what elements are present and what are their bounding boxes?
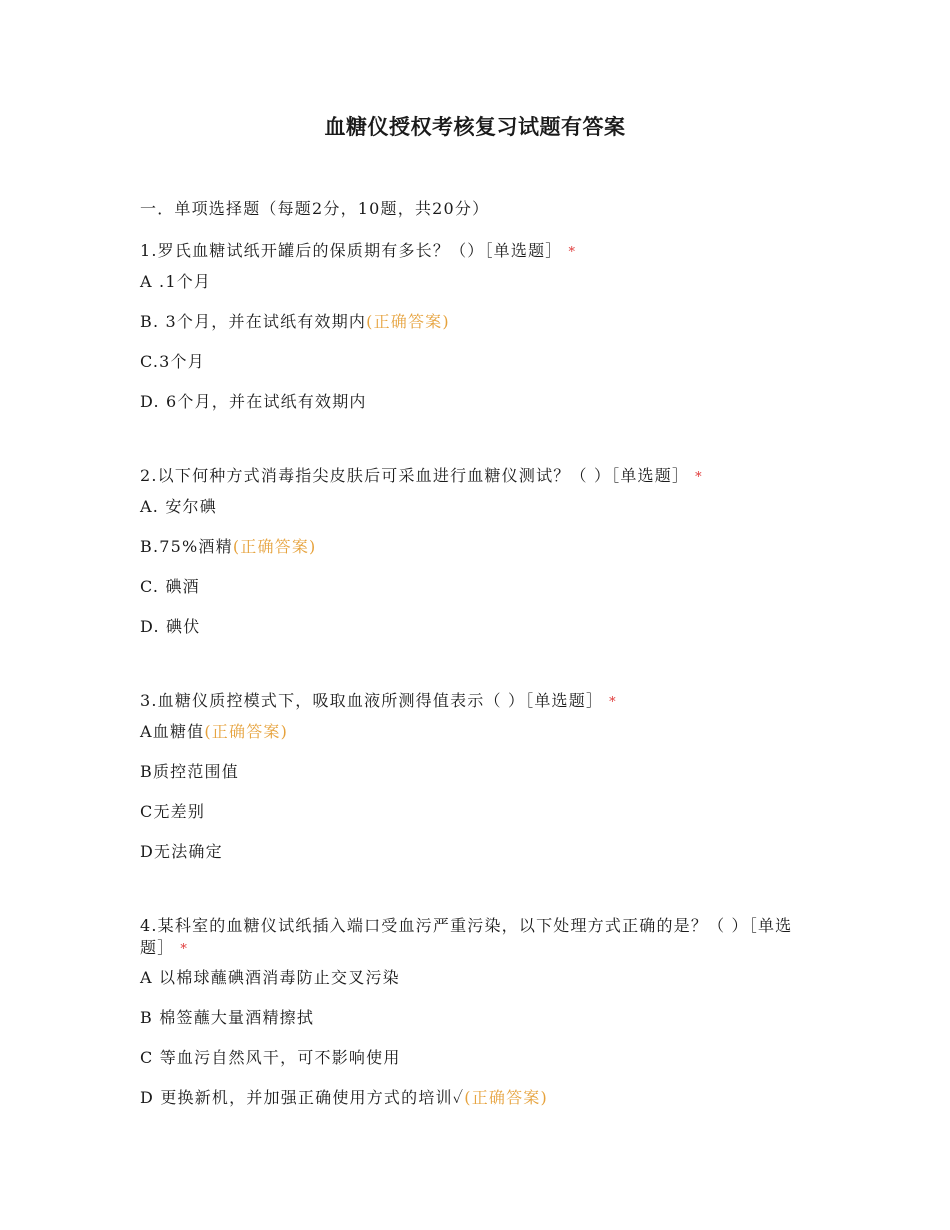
option <box>140 311 450 333</box>
option: C.3个月 <box>140 352 205 371</box>
option: D. 碘伏 <box>140 617 201 636</box>
document-title: 血糖仪授权考核复习试题有答案 <box>324 114 626 139</box>
option <box>140 536 317 558</box>
option: A. 安尔碘 <box>140 497 217 516</box>
question-stem <box>140 915 805 961</box>
section-heading: 一．单项选择题（每题2分，10题，共20分） <box>140 199 490 218</box>
question-text: 4.某科室的血糖仪试纸插入端口受血污严重污染，以下处理方式正确的是？（ ）［单选题］ <box>140 916 793 957</box>
option: A .1个月 <box>140 272 212 291</box>
question-text: 1.罗氏血糖试纸开罐后的保质期有多长？（）［单选题］ <box>140 241 563 260</box>
correct-answer-tag: (正确答案) <box>464 1088 548 1107</box>
option-text: D 更换新机，并加强正确使用方式的培训✓ <box>140 1088 465 1107</box>
question-stem <box>140 465 703 489</box>
required-mark: * <box>609 695 617 710</box>
question-stem <box>140 690 617 714</box>
option-text: A血糖值 <box>140 722 205 741</box>
required-mark: * <box>180 942 189 957</box>
option: C无差别 <box>140 802 206 821</box>
option: B 棉签蘸大量酒精擦拭 <box>140 1008 315 1027</box>
question-text: 3.血糖仪质控模式下，吸取血液所测得值表示（ ）［单选题］ <box>140 691 604 710</box>
option <box>140 1087 548 1109</box>
option <box>140 721 288 743</box>
option: C. 碘酒 <box>140 577 200 596</box>
question-text: 2.以下何种方式消毒指尖皮肤后可采血进行血糖仪测试？（ ）［单选题］ <box>140 466 690 485</box>
option: D. 6个月，并在试纸有效期内 <box>140 392 367 411</box>
option-text: B. 3个月，并在试纸有效期内 <box>140 312 367 331</box>
option: B质控范围值 <box>140 762 239 781</box>
required-mark: * <box>568 245 577 260</box>
option: C 等血污自然风干，可不影响使用 <box>140 1048 401 1067</box>
option-text: B.75%酒精 <box>140 537 233 556</box>
correct-answer-tag: (正确答案) <box>366 312 450 331</box>
option: A 以棉球蘸碘酒消毒防止交叉污染 <box>140 968 400 987</box>
option: D无法确定 <box>140 842 223 861</box>
question-stem <box>140 240 576 264</box>
correct-answer-tag: (正确答案) <box>204 722 289 741</box>
correct-answer-tag: (正确答案) <box>232 537 317 556</box>
required-mark: * <box>695 470 703 485</box>
